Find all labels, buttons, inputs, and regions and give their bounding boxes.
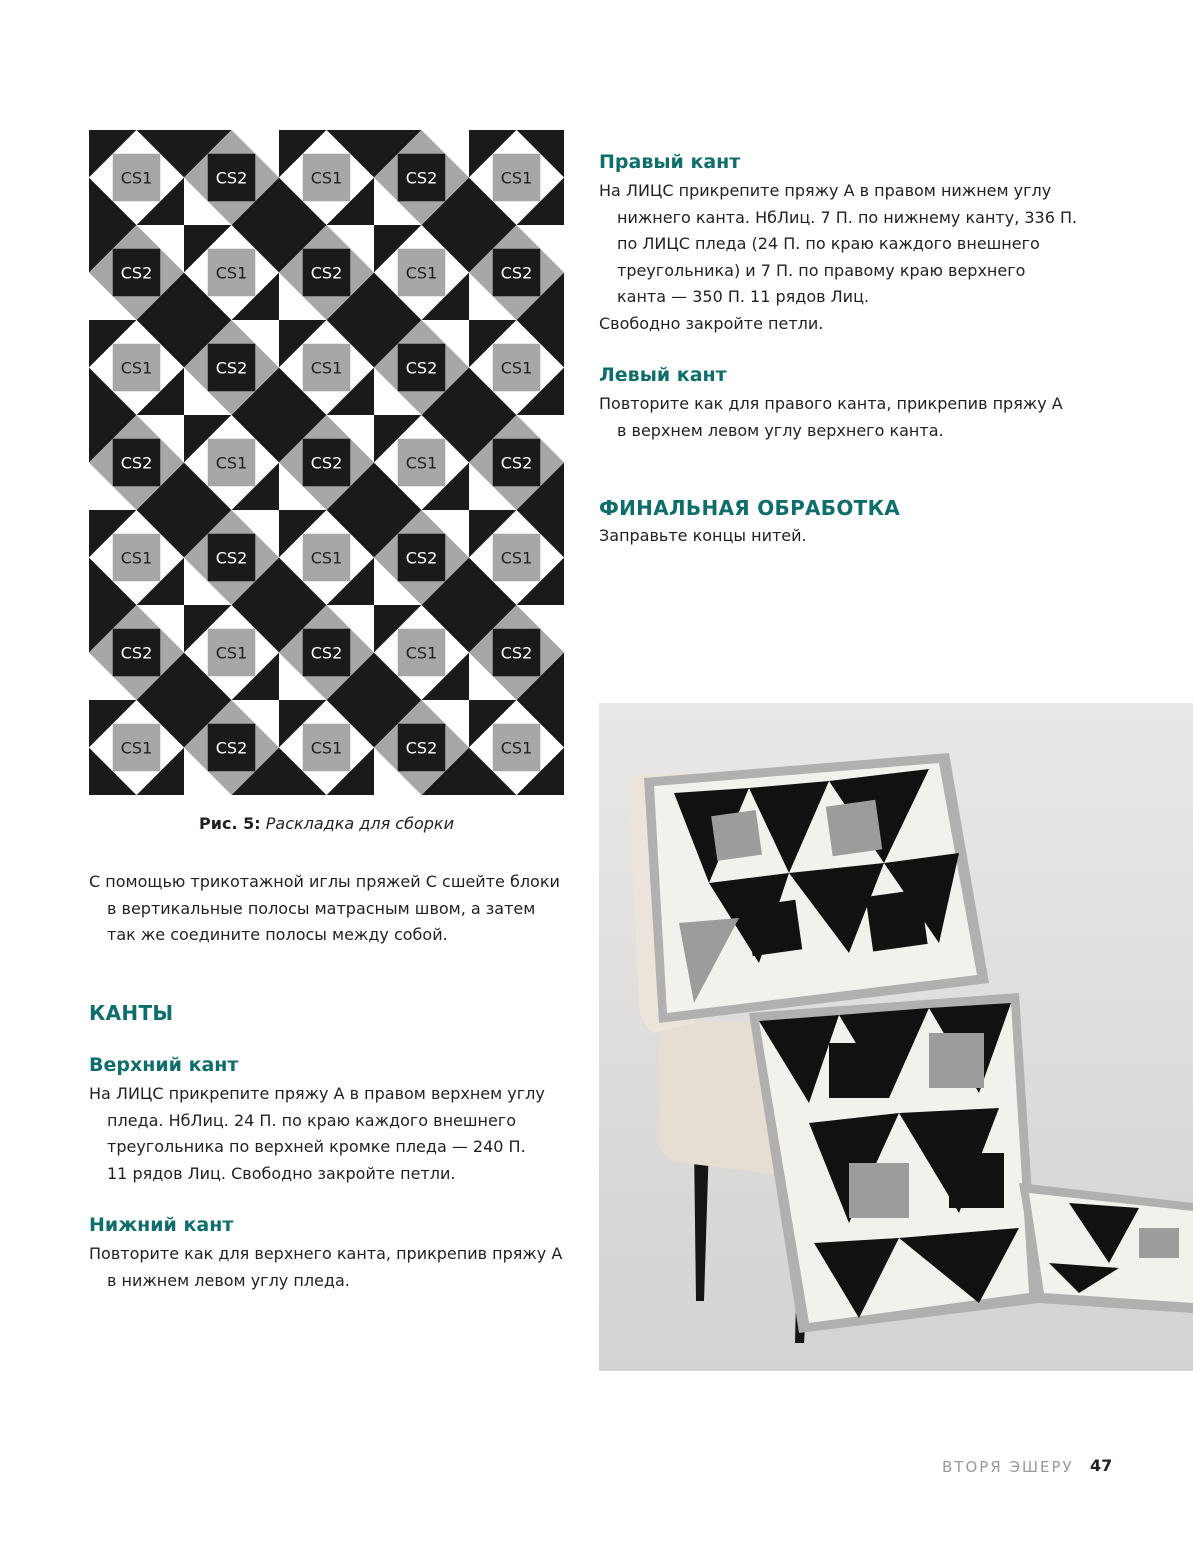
block-label: CS1: [500, 738, 533, 758]
block-label: CS2: [215, 738, 248, 758]
text-line: Свободно закройте петли.: [599, 313, 824, 333]
block-label: CS1: [310, 358, 343, 378]
intro-paragraph: [89, 869, 569, 949]
block-label: CS2: [405, 168, 438, 188]
text-line: треугольника) и 7 П. по правому краю верхнего: [617, 260, 1026, 280]
blanket-back-part: [644, 753, 989, 1023]
block-label: CS2: [405, 738, 438, 758]
block-label: CS1: [500, 548, 533, 568]
block-label: CS2: [120, 453, 153, 473]
left-border-title: Левый кант: [599, 364, 727, 386]
text-line: канта — 350 П. 11 рядов Лиц.: [617, 287, 870, 306]
block-label: CS2: [310, 643, 343, 663]
block-label: CS2: [215, 358, 248, 378]
block-label: CS2: [310, 263, 343, 283]
block-label: CS2: [405, 548, 438, 568]
block-label: CS2: [120, 263, 153, 283]
running-title: ВТОРЯ ЭШЕРУ: [942, 1458, 1074, 1476]
section-title-kanty: КАНТЫ: [89, 1001, 174, 1025]
block-label: CS1: [215, 453, 248, 473]
block-label: CS2: [500, 453, 533, 473]
figure-caption: [89, 814, 564, 833]
block-label: CS1: [120, 358, 153, 378]
text-line: по ЛИЦС пледа (24 П. по краю каждого внешнего: [617, 234, 1040, 253]
text-line: в верхнем левом углу верхнего канта.: [617, 420, 944, 440]
text-line: Повторите как для правого канта, прикрепив пряжу А: [599, 394, 1063, 413]
block-label: CS1: [120, 548, 153, 568]
block-label: CS1: [120, 168, 153, 188]
block-label: CS1: [405, 643, 438, 663]
text-line: 11 рядов Лиц. Свободно закройте петли.: [107, 1163, 456, 1183]
page-number: 47: [1090, 1456, 1113, 1475]
block-label: CS1: [310, 548, 343, 568]
final-section-title: ФИНАЛЬНАЯ ОБРАБОТКА: [599, 496, 901, 520]
text-line: в вертикальные полосы матрасным швом, а затем: [107, 898, 536, 918]
text-line: пледа. НбЛиц. 24 П. по краю каждого внешнего: [107, 1110, 517, 1130]
final-text: [599, 523, 1093, 550]
block-label: CS2: [215, 548, 248, 568]
bottom-border-text: [89, 1241, 569, 1294]
blanket-front-part: [749, 993, 1039, 1333]
top-border-text: [89, 1081, 569, 1187]
text-line: На ЛИЦС прикрепите пряжу А в правом нижнем углу: [599, 181, 1052, 200]
text-line: На ЛИЦС прикрепите пряжу А в правом верхнем углу: [89, 1084, 545, 1103]
block-label: CS1: [500, 168, 533, 188]
caption-text: Раскладка для сборки: [265, 814, 454, 833]
left-border-text: [599, 391, 1093, 444]
block-label: CS2: [405, 358, 438, 378]
blanket-photo: [599, 703, 1193, 1371]
block-label: CS1: [405, 453, 438, 473]
block-label: CS1: [310, 168, 343, 188]
text-line: нижнего канта. НбЛиц. 7 П. по нижнему канту, 336 П.: [617, 207, 1078, 227]
block-label: CS1: [500, 358, 533, 378]
text-line: С помощью трикотажной иглы пряжей С сшейте блоки: [89, 872, 560, 891]
block-label: CS2: [215, 168, 248, 188]
block-label: CS1: [310, 738, 343, 758]
block-label: CS2: [120, 643, 153, 663]
right-border-title: Правый кант: [599, 151, 741, 173]
caption-label: Рис. 5:: [199, 814, 261, 833]
block-label: CS1: [120, 738, 153, 758]
block-label: CS2: [500, 643, 533, 663]
text-line: Заправьте концы нитей.: [599, 526, 807, 545]
assembly-diagram: [89, 130, 564, 795]
blanket-floor-part: [1019, 1183, 1193, 1313]
bottom-border-title: Нижний кант: [89, 1214, 234, 1236]
top-border-title: Верхний кант: [89, 1054, 239, 1076]
block-label: CS1: [405, 263, 438, 283]
text-line: в нижнем левом углу пледа.: [107, 1270, 350, 1290]
block-label: CS2: [500, 263, 533, 283]
text-line: так же соедините полосы между собой.: [107, 925, 448, 944]
block-label: CS1: [215, 643, 248, 663]
block-label: CS1: [215, 263, 248, 283]
text-line: Повторите как для верхнего канта, прикрепив пряжу А: [89, 1244, 563, 1263]
right-border-text: [599, 178, 1093, 337]
block-label: CS2: [310, 453, 343, 473]
text-line: треугольника по верхней кромке пледа — 240 П.: [107, 1137, 526, 1156]
